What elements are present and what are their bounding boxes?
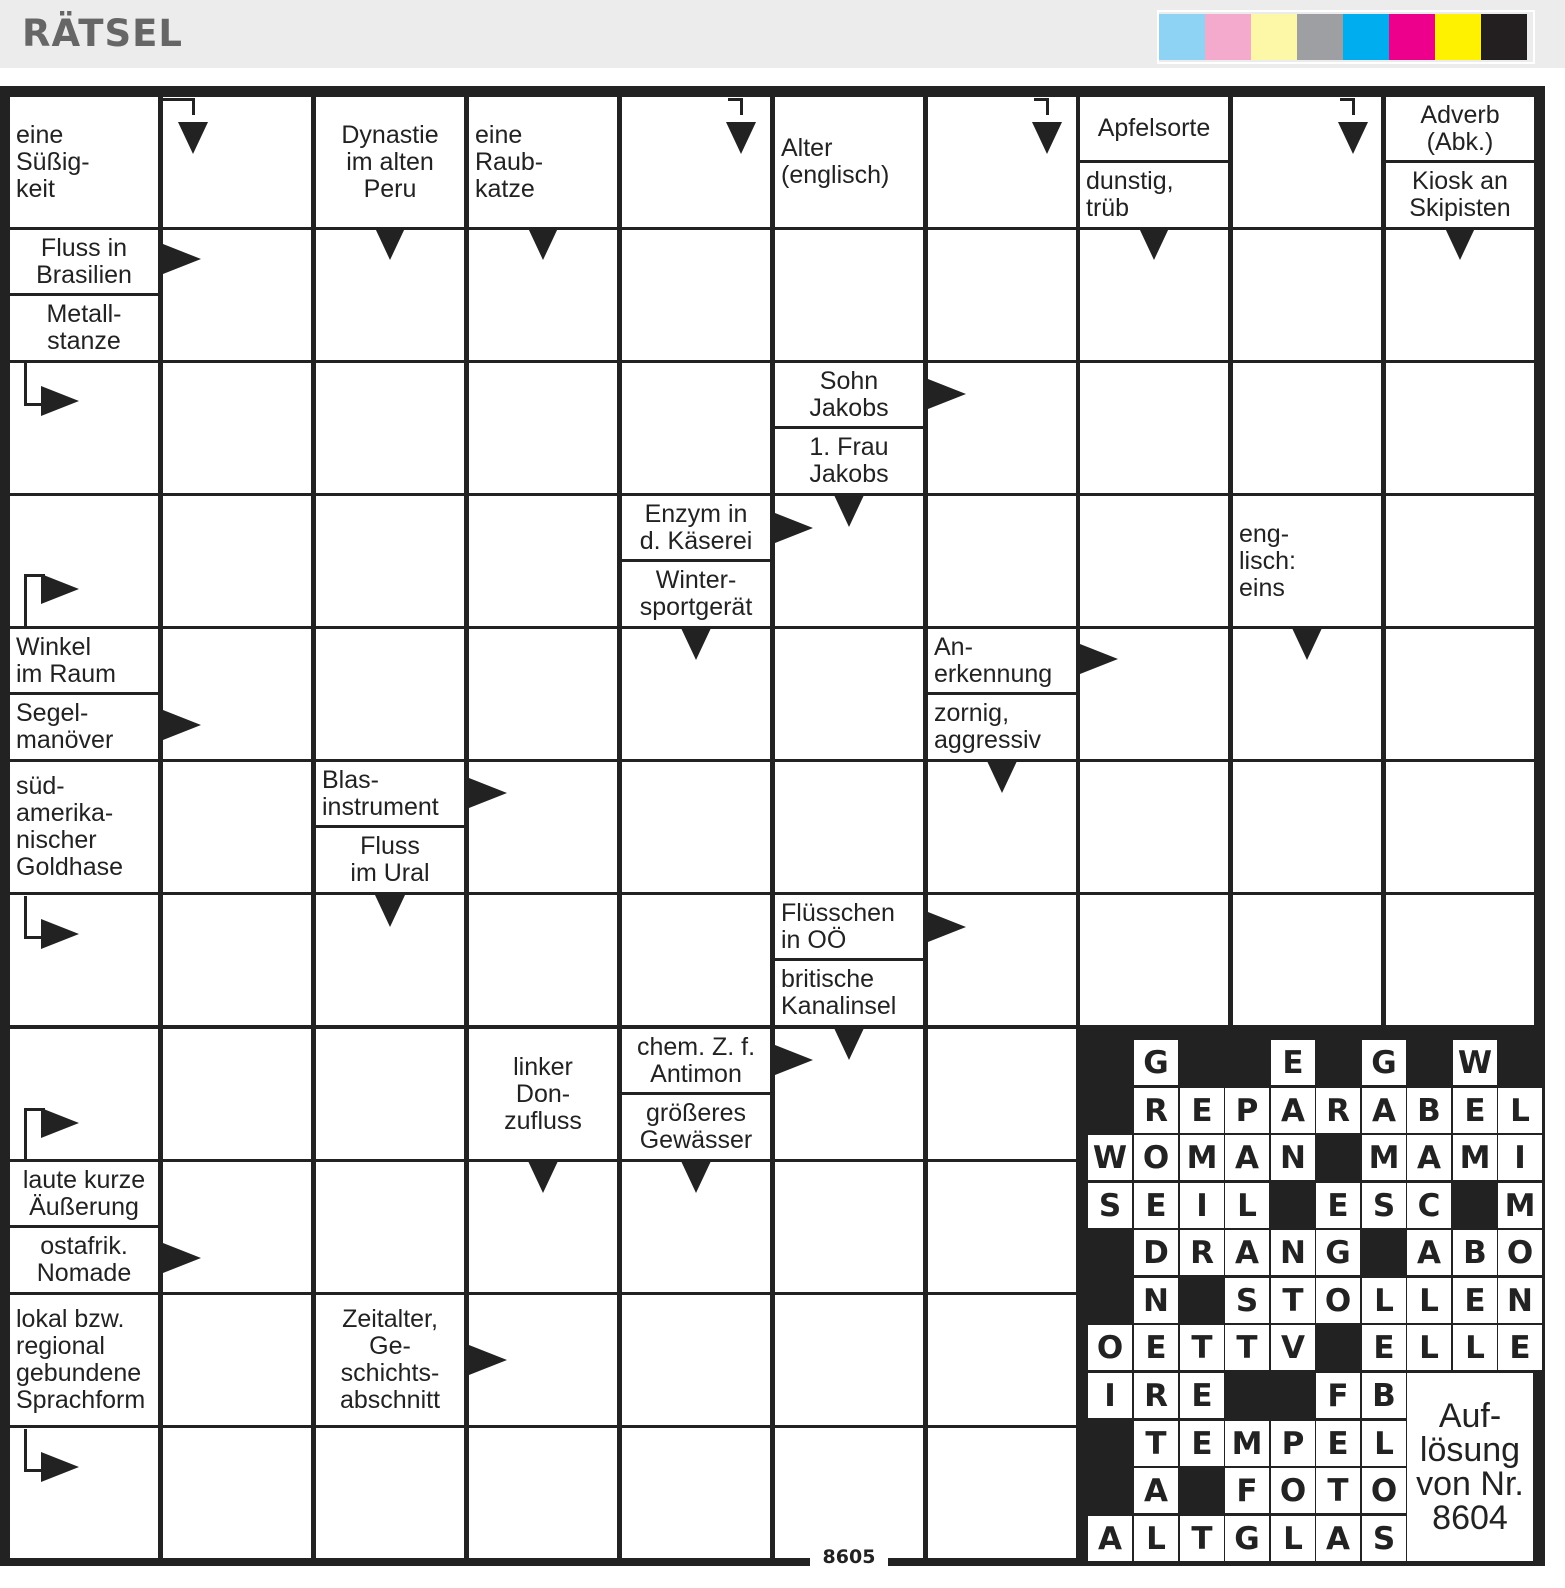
clue-dynastie bbox=[316, 97, 464, 227]
answer-cell[interactable] bbox=[469, 629, 617, 759]
solution-letter: B bbox=[1362, 1373, 1406, 1418]
clue-text: Fluss in Brasilien bbox=[36, 233, 132, 289]
solution-letter: T bbox=[1180, 1325, 1224, 1370]
arrow-down-icon bbox=[681, 628, 711, 660]
solution-letter: I bbox=[1498, 1135, 1542, 1180]
answer-cell[interactable] bbox=[622, 1295, 770, 1425]
clue-text: Segel- manöver bbox=[16, 699, 114, 754]
solution-letter: L bbox=[1225, 1183, 1269, 1228]
arrow-right-icon bbox=[41, 1108, 79, 1138]
clue-text: Dynastie im alten Peru bbox=[341, 120, 439, 203]
puzzle-number: 8605 bbox=[810, 1545, 888, 1569]
clue-text: Enzym in d. Käserei bbox=[639, 499, 753, 555]
arrow-right-icon bbox=[469, 1345, 507, 1375]
clue-fluss-brasilien bbox=[10, 230, 158, 293]
solution-letter: A bbox=[1407, 1135, 1451, 1180]
solution-letter: W bbox=[1088, 1135, 1132, 1180]
color-swatch bbox=[1343, 14, 1389, 60]
solution-letter: A bbox=[1362, 1088, 1406, 1133]
clue-zornig bbox=[928, 695, 1076, 759]
clue-enzym bbox=[622, 496, 770, 559]
solution-letter: E bbox=[1134, 1325, 1178, 1370]
solution-letter: W bbox=[1453, 1040, 1497, 1085]
answer-cell[interactable] bbox=[1233, 363, 1381, 493]
answer-cell[interactable] bbox=[928, 1162, 1076, 1292]
clue-text: ostafrik. Nomade bbox=[36, 1232, 132, 1287]
clue-text: süd- amerika- nischer Goldhase bbox=[16, 772, 124, 881]
clue-text: Blas- instrument bbox=[322, 765, 439, 821]
clue-text: britische Kanalinsel bbox=[781, 965, 897, 1020]
solution-letter: M bbox=[1225, 1421, 1269, 1466]
solution-letter: T bbox=[1180, 1516, 1224, 1561]
clue-dunstig bbox=[1080, 163, 1228, 227]
answer-cell[interactable] bbox=[469, 363, 617, 493]
arrow-down-icon bbox=[528, 228, 558, 260]
solution-letter: C bbox=[1407, 1183, 1451, 1228]
solution-letter: T bbox=[1225, 1325, 1269, 1370]
answer-cell[interactable] bbox=[622, 762, 770, 892]
arrow-down-icon bbox=[1139, 228, 1169, 260]
color-swatch bbox=[1297, 14, 1343, 60]
clue-text: lokal bzw. regional gebundene Sprachform bbox=[16, 1305, 146, 1414]
solution-letter: G bbox=[1134, 1040, 1178, 1085]
header-bar bbox=[0, 0, 1565, 68]
arrow-right-icon bbox=[163, 1243, 201, 1273]
solution-letter: D bbox=[1134, 1230, 1178, 1275]
answer-cell[interactable] bbox=[622, 1428, 770, 1558]
color-swatch bbox=[1389, 14, 1435, 60]
clue-text: Adverb (Abk.) bbox=[1420, 100, 1500, 156]
solution-letter: O bbox=[1498, 1230, 1542, 1275]
answer-cell[interactable] bbox=[316, 1029, 464, 1159]
solution-letter: N bbox=[1271, 1230, 1315, 1275]
arrow-right-icon bbox=[928, 912, 966, 942]
solution-letter: O bbox=[1316, 1278, 1360, 1323]
answer-cell[interactable] bbox=[163, 895, 311, 1025]
answer-cell[interactable] bbox=[1386, 363, 1534, 493]
clue-englisch-eins bbox=[1233, 496, 1381, 626]
clue-sprachform bbox=[10, 1295, 158, 1425]
answer-cell[interactable] bbox=[316, 496, 464, 626]
solution-letter: I bbox=[1088, 1373, 1132, 1418]
corner-arrow-line bbox=[1034, 98, 1049, 115]
answer-cell[interactable] bbox=[1386, 496, 1534, 626]
arrow-down-icon bbox=[726, 122, 756, 154]
solution-letter: R bbox=[1316, 1088, 1360, 1133]
clue-frau-jakobs bbox=[775, 429, 923, 493]
solution-letter: A bbox=[1316, 1516, 1360, 1561]
clue-text: eine Süßig- keit bbox=[16, 120, 90, 203]
solution-letter: M bbox=[1362, 1135, 1406, 1180]
solution-letter: M bbox=[1453, 1135, 1497, 1180]
arrow-down-icon bbox=[1292, 628, 1322, 660]
clue-text: chem. Z. f. Antimon bbox=[636, 1032, 756, 1088]
clue-antimon bbox=[622, 1029, 770, 1092]
solution-letter: O bbox=[1088, 1325, 1132, 1370]
solution-letter: E bbox=[1453, 1278, 1497, 1323]
solution-letter: N bbox=[1134, 1278, 1178, 1323]
answer-cell[interactable] bbox=[622, 97, 770, 227]
color-swatch bbox=[1251, 14, 1297, 60]
solution-letter: A bbox=[1407, 1230, 1451, 1275]
clue-blasinstrument bbox=[316, 762, 464, 825]
solution-letter: T bbox=[1316, 1468, 1360, 1513]
clue-suessigkeit bbox=[10, 97, 158, 227]
clue-apfelsorte bbox=[1080, 97, 1228, 160]
solution-letter: R bbox=[1134, 1088, 1178, 1133]
answer-cell[interactable] bbox=[775, 1295, 923, 1425]
solution-letter: I bbox=[1180, 1183, 1224, 1228]
page-title: RÄTSEL bbox=[22, 12, 183, 55]
solution-letter: L bbox=[1362, 1421, 1406, 1466]
answer-cell[interactable] bbox=[928, 496, 1076, 626]
solution-letter: L bbox=[1498, 1088, 1542, 1133]
solution-letter: E bbox=[1180, 1088, 1224, 1133]
clue-nomade bbox=[10, 1228, 158, 1292]
clue-anerkennung bbox=[928, 629, 1076, 692]
arrow-down-icon bbox=[834, 1028, 864, 1060]
clue-text: Apfelsorte bbox=[1097, 114, 1211, 142]
answer-cell[interactable] bbox=[775, 762, 923, 892]
solution-letter: P bbox=[1225, 1088, 1269, 1133]
arrow-right-icon bbox=[469, 778, 507, 808]
clue-metallstanze bbox=[10, 296, 158, 360]
arrow-right-icon bbox=[775, 1045, 813, 1075]
corner-arrow-line bbox=[728, 98, 743, 115]
solution-letter: M bbox=[1180, 1135, 1224, 1180]
color-swatch bbox=[1159, 14, 1205, 60]
answer-cell[interactable] bbox=[163, 496, 311, 626]
arrow-right-icon bbox=[41, 386, 79, 416]
clue-sohn-jakobs bbox=[775, 363, 923, 426]
arrow-down-icon bbox=[987, 761, 1017, 793]
clue-donzufluss bbox=[469, 1029, 617, 1159]
answer-cell[interactable] bbox=[469, 1428, 617, 1558]
solution-letter: R bbox=[1134, 1373, 1178, 1418]
clue-text: laute kurze Äußerung bbox=[22, 1165, 146, 1221]
solution-letter: F bbox=[1316, 1373, 1360, 1418]
solution-caption: Auf- lösung von Nr. 8604 bbox=[1407, 1373, 1533, 1561]
answer-cell[interactable] bbox=[163, 97, 311, 227]
solution-letter: L bbox=[1271, 1516, 1315, 1561]
clue-winkel bbox=[10, 629, 158, 692]
answer-cell[interactable] bbox=[316, 629, 464, 759]
answer-cell[interactable] bbox=[1386, 629, 1534, 759]
clue-goldhase bbox=[10, 762, 158, 892]
clue-wintersportgeraet bbox=[622, 562, 770, 626]
clue-kanalinsel bbox=[775, 961, 923, 1025]
arrow-down-icon bbox=[1445, 228, 1475, 260]
answer-cell[interactable] bbox=[316, 363, 464, 493]
arrow-right-icon bbox=[41, 1452, 79, 1482]
arrow-right-icon bbox=[41, 574, 79, 604]
clue-adverb bbox=[1386, 97, 1534, 160]
clue-text: Alter (englisch) bbox=[781, 134, 890, 189]
clue-text: Flüsschen in OÖ bbox=[781, 898, 895, 954]
solution-letter: S bbox=[1362, 1516, 1406, 1561]
clue-fluesschen bbox=[775, 895, 923, 958]
arrow-right-icon bbox=[41, 919, 79, 949]
solution-letter: N bbox=[1498, 1278, 1542, 1323]
solution-letter: T bbox=[1134, 1421, 1178, 1466]
solution-letter: A bbox=[1088, 1516, 1132, 1561]
solution-letter: E bbox=[1134, 1183, 1178, 1228]
answer-cell[interactable] bbox=[928, 1428, 1076, 1558]
answer-cell[interactable] bbox=[469, 496, 617, 626]
arrow-right-icon bbox=[928, 379, 966, 409]
answer-cell[interactable] bbox=[928, 1029, 1076, 1159]
solution-letter: L bbox=[1362, 1278, 1406, 1323]
solution-letter: E bbox=[1362, 1325, 1406, 1370]
solution-panel bbox=[1076, 1027, 1535, 1566]
answer-cell[interactable] bbox=[775, 629, 923, 759]
solution-letter: L bbox=[1407, 1325, 1451, 1370]
arrow-down-icon bbox=[1032, 122, 1062, 154]
answer-cell[interactable] bbox=[775, 1428, 923, 1558]
answer-cell[interactable] bbox=[1386, 762, 1534, 892]
answer-cell[interactable] bbox=[1080, 363, 1228, 493]
print-color-bar bbox=[1157, 10, 1535, 64]
solution-letter: S bbox=[1225, 1278, 1269, 1323]
solution-letter: L bbox=[1453, 1325, 1497, 1370]
answer-cell[interactable] bbox=[1233, 895, 1381, 1025]
solution-letter: O bbox=[1271, 1468, 1315, 1513]
solution-letter: E bbox=[1180, 1421, 1224, 1466]
clue-text: Winkel im Raum bbox=[16, 632, 117, 688]
solution-letter: E bbox=[1316, 1421, 1360, 1466]
answer-cell[interactable] bbox=[1233, 762, 1381, 892]
solution-letter: E bbox=[1271, 1040, 1315, 1085]
clue-alter-englisch bbox=[775, 97, 923, 227]
solution-letter: O bbox=[1362, 1468, 1406, 1513]
answer-cell[interactable] bbox=[928, 97, 1076, 227]
clue-text: zornig, aggressiv bbox=[934, 699, 1041, 754]
answer-cell[interactable] bbox=[622, 363, 770, 493]
solution-letter: B bbox=[1407, 1088, 1451, 1133]
answer-cell[interactable] bbox=[316, 1162, 464, 1292]
clue-segelmanoever bbox=[10, 695, 158, 759]
solution-letter: T bbox=[1271, 1278, 1315, 1323]
answer-cell[interactable] bbox=[163, 1295, 311, 1425]
arrow-down-icon bbox=[834, 495, 864, 527]
answer-cell[interactable] bbox=[1233, 230, 1381, 360]
solution-letter: G bbox=[1316, 1230, 1360, 1275]
answer-cell[interactable] bbox=[1080, 496, 1228, 626]
solution-letter: A bbox=[1134, 1468, 1178, 1513]
color-swatch bbox=[1481, 14, 1527, 60]
solution-letter: L bbox=[1407, 1278, 1451, 1323]
solution-letter: P bbox=[1271, 1421, 1315, 1466]
clue-text: Metall- stanze bbox=[46, 300, 122, 355]
answer-cell[interactable] bbox=[469, 895, 617, 1025]
clue-kiosk bbox=[1386, 163, 1534, 227]
clue-text: eng- lisch: eins bbox=[1239, 519, 1296, 602]
answer-cell[interactable] bbox=[775, 230, 923, 360]
answer-cell[interactable] bbox=[1080, 895, 1228, 1025]
answer-cell[interactable] bbox=[775, 1162, 923, 1292]
solution-letter: S bbox=[1362, 1183, 1406, 1228]
clue-text: An- erkennung bbox=[934, 632, 1053, 688]
crossword-board bbox=[0, 86, 1545, 1566]
arrow-right-icon bbox=[775, 513, 813, 543]
solution-letter: G bbox=[1362, 1040, 1406, 1085]
solution-letter: L bbox=[1134, 1516, 1178, 1561]
answer-cell[interactable] bbox=[316, 1428, 464, 1558]
corner-arrow-line bbox=[163, 98, 195, 115]
clue-fluss-ural bbox=[316, 828, 464, 892]
clue-gewaesser bbox=[622, 1095, 770, 1159]
clue-aeusserung bbox=[10, 1162, 158, 1225]
answer-cell[interactable] bbox=[163, 762, 311, 892]
solution-letter: A bbox=[1225, 1135, 1269, 1180]
arrow-down-icon bbox=[178, 122, 208, 154]
solution-letter: E bbox=[1316, 1183, 1360, 1228]
answer-cell[interactable] bbox=[928, 230, 1076, 360]
solution-letter: R bbox=[1180, 1230, 1224, 1275]
answer-cell[interactable] bbox=[1080, 762, 1228, 892]
solution-letter: O bbox=[1134, 1135, 1178, 1180]
clue-text: Fluss im Ural bbox=[350, 832, 430, 887]
clue-text: Sohn Jakobs bbox=[809, 366, 889, 422]
answer-cell[interactable] bbox=[1233, 97, 1381, 227]
solution-letter: A bbox=[1225, 1230, 1269, 1275]
solution-letter: F bbox=[1225, 1468, 1269, 1513]
answer-cell[interactable] bbox=[928, 1295, 1076, 1425]
answer-cell[interactable] bbox=[1386, 895, 1534, 1025]
corner-arrow-line bbox=[1340, 98, 1355, 115]
clue-text: Winter- sportgerät bbox=[639, 566, 753, 621]
clue-text: 1. Frau Jakobs bbox=[809, 433, 889, 488]
solution-letter: B bbox=[1453, 1230, 1497, 1275]
color-swatch bbox=[1205, 14, 1251, 60]
arrow-down-icon bbox=[681, 1161, 711, 1193]
clue-raubkatze bbox=[469, 97, 617, 227]
arrow-right-icon bbox=[1080, 644, 1118, 674]
clue-text: eine Raub- katze bbox=[475, 120, 544, 203]
answer-cell[interactable] bbox=[163, 363, 311, 493]
arrow-down-icon bbox=[1338, 122, 1368, 154]
solution-letter: S bbox=[1088, 1183, 1132, 1228]
clue-text: dunstig, trüb bbox=[1086, 167, 1174, 222]
solution-letter: E bbox=[1180, 1373, 1224, 1418]
arrow-down-icon bbox=[375, 895, 405, 927]
arrow-down-icon bbox=[375, 228, 405, 260]
solution-letter: V bbox=[1271, 1325, 1315, 1370]
arrow-right-icon bbox=[163, 710, 201, 740]
solution-letter: E bbox=[1453, 1088, 1497, 1133]
solution-letter: A bbox=[1271, 1088, 1315, 1133]
arrow-right-icon bbox=[163, 244, 201, 274]
answer-cell[interactable] bbox=[622, 895, 770, 1025]
solution-letter: E bbox=[1498, 1325, 1542, 1370]
answer-cell[interactable] bbox=[163, 1029, 311, 1159]
color-swatch bbox=[1435, 14, 1481, 60]
clue-text: Zeitalter, Ge- schichts- abschnitt bbox=[339, 1305, 441, 1414]
clue-text: größeres Gewässer bbox=[639, 1099, 753, 1154]
solution-letter: G bbox=[1225, 1516, 1269, 1561]
clue-zeitalter bbox=[316, 1295, 464, 1425]
clue-text: Kiosk an Skipisten bbox=[1409, 167, 1511, 222]
solution-letter: N bbox=[1271, 1135, 1315, 1180]
arrow-down-icon bbox=[528, 1161, 558, 1193]
answer-cell[interactable] bbox=[622, 230, 770, 360]
solution-letter: M bbox=[1498, 1183, 1542, 1228]
answer-cell[interactable] bbox=[163, 1428, 311, 1558]
clue-text: linker Don- zufluss bbox=[504, 1052, 582, 1135]
